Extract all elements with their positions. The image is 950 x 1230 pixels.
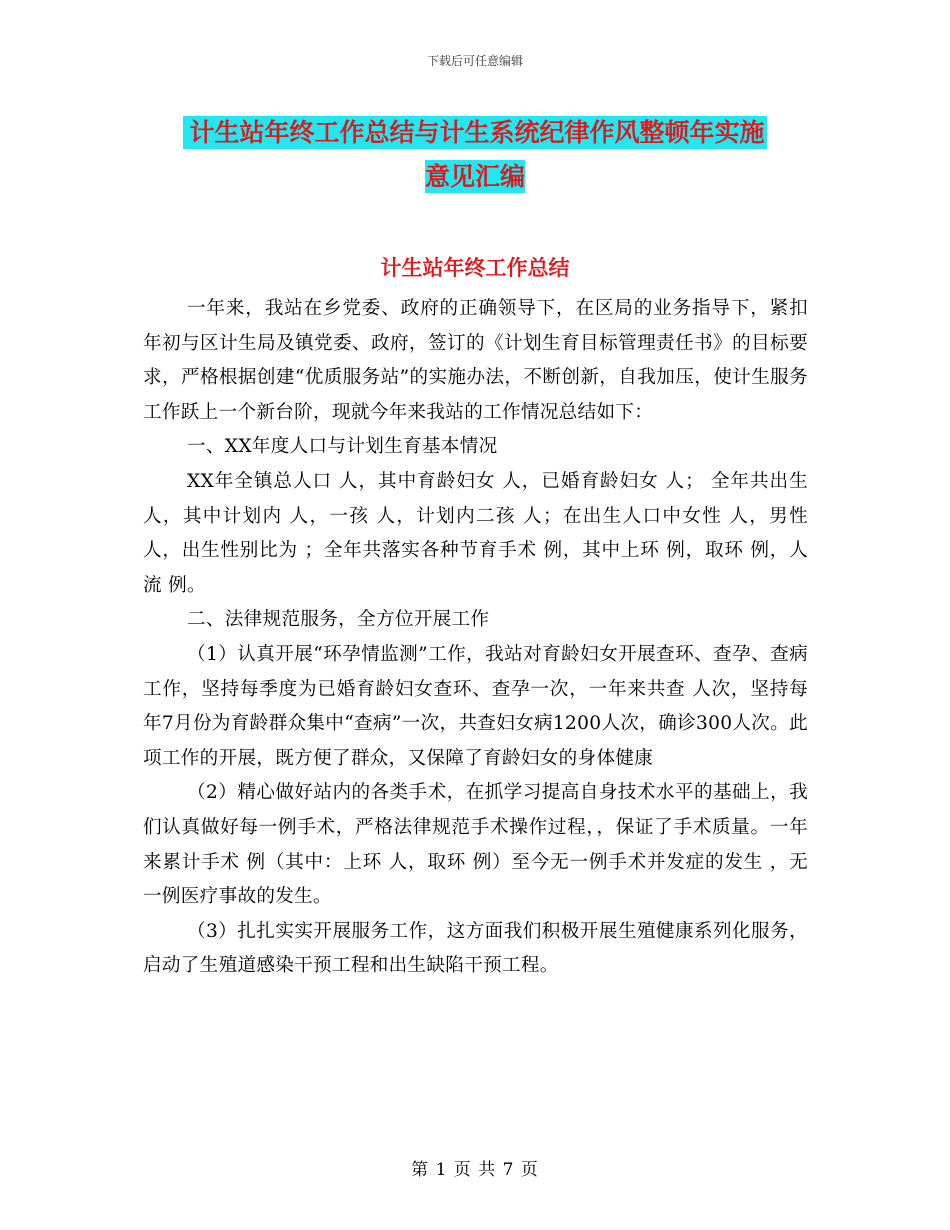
heading-legal-service: 二、法律规范服务，全方位开展工作 — [187, 609, 490, 631]
heading-basic-situation: 一、XX年度人口与计划生育基本情况 — [187, 436, 498, 458]
document-title-text-1: 计生站年终工作总结与计生系统纪律作风整顿年实施 — [183, 116, 766, 149]
document-title-line-1 — [0, 113, 950, 149]
document-title-text-2: 意见汇编 — [424, 162, 525, 191]
section-title: 计生站年终工作总结 — [380, 256, 570, 280]
header-note: 下载后可任意编辑 — [426, 54, 523, 68]
paragraph-item-2: （2）精心做好站内的各类手术，在抓学习提高自身技术水平的基础上，我们认真做好每一例手术，严格法律规范手术操作过程，，保证了手术质量。一年来累计手术 例（其中：上环 人，取环 例）至今无一例手术并发症的发生 ，无一例医疗事故的发生。 — [143, 782, 808, 908]
paragraph-item-3: （3）扎扎实实开展服务工作，这方面我们积极开展生殖健康系列化服务，启动了生殖道感染干预工程和出生缺陷干预工程。 — [143, 920, 808, 977]
paragraph-population-stats: XX年全镇总人口 人，其中育龄妇女 人，已婚育龄妇女 人； 全年共出生 人，其中计划内 人，一孩 人，计划内二孩 人；在出生人口中女性 人，男性 人，出生性别比为 ；全年共落实各种节育手术 例，其中上环 例，取环 例，人流 例。 — [143, 470, 808, 596]
paragraph-item-1: （1）认真开展“环孕情监测”工作，我站对育龄妇女开展查环、查孕、查病工作，坚持每季度为已婚育龄妇女查环、查孕一次，一年来共查 人次，坚持每年7月份为育龄群众集中“查病”一次，共查妇女病1200人次，确诊300人次。此项工作的开展，既方便了群众，又保障了育龄妇女的身体健康 — [143, 643, 808, 769]
page-footer: 第 1 页 共 7 页 — [411, 1160, 539, 1180]
document-body — [143, 292, 808, 984]
paragraph-intro: 一年来，我站在乡党委、政府的正确领导下，在区局的业务指导下，紧扣年初与区计生局及镇党委、政府，签订的《计划生育目标管理责任书》的目标要求，严格根据创建“优质服务站”的实施办法，不断创新，自我加压，使计生服务工作跃上一个新台阶，现就今年来我站的工作情况总结如下： — [143, 298, 808, 423]
document-title-line-2 — [0, 157, 950, 193]
